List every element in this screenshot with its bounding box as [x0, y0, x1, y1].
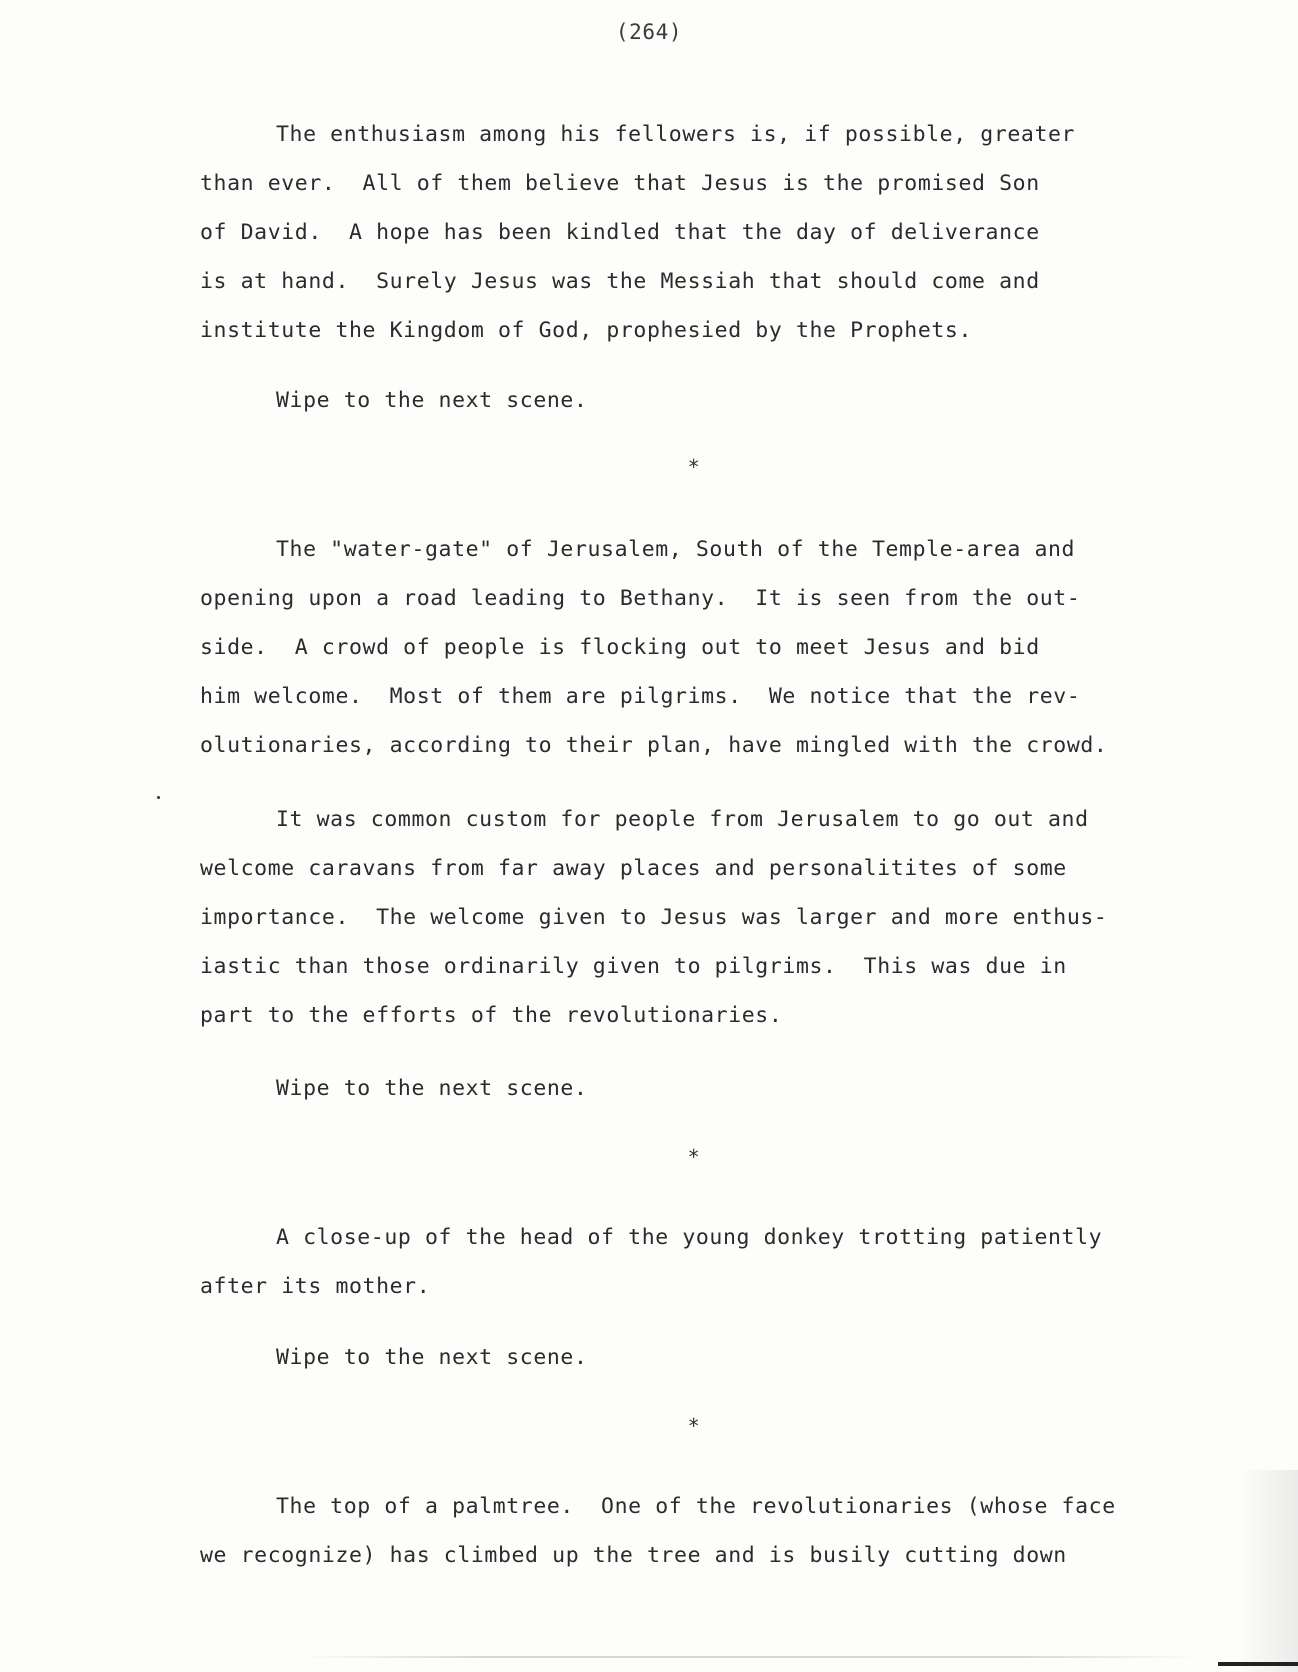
scan-corner-mark [1218, 1662, 1298, 1666]
page-number: (264) [615, 20, 683, 44]
scene-separator-3: * [687, 1414, 701, 1438]
paragraph-4 [200, 1213, 1240, 1311]
paragraph-line: It was common custom for people from Jerusalem to go out and [276, 807, 1089, 832]
scan-bottom-edge [300, 1656, 1200, 1658]
paragraph-line: institute the Kingdom of God, prophesied by the Prophets. [200, 318, 973, 343]
paragraph-line: The enthusiasm among his fellowers is, if possible, greater [276, 122, 1076, 147]
paragraph-2 [200, 525, 1240, 770]
paragraph-line: iastic than those ordinarily given to pilgrims. This was due in [200, 954, 1067, 979]
paragraph-line: part to the efforts of the revolutionaries. [200, 1003, 783, 1028]
paragraph-line: The "water-gate" of Jerusalem, South of the Temple-area and [276, 537, 1076, 562]
paragraph-1 [200, 110, 1240, 355]
paragraph-line: we recognize) has climbed up the tree and is busily cutting down [200, 1543, 1067, 1568]
margin-mark [157, 796, 160, 799]
paragraph-line: is at hand. Surely Jesus was the Messiah that should come and [200, 269, 1040, 294]
paragraph-line: of David. A hope has been kindled that the day of deliverance [200, 220, 1040, 245]
wipe-direction-1: Wipe to the next scene. [276, 388, 588, 413]
paragraph-line: The top of a palmtree. One of the revolutionaries (whose face [276, 1494, 1116, 1519]
paragraph-5 [200, 1482, 1240, 1580]
scene-separator-2: * [687, 1145, 701, 1169]
paragraph-line: olutionaries, according to their plan, have mingled with the crowd. [200, 733, 1108, 758]
paragraph-line: A close-up of the head of the young donkey trotting patiently [276, 1225, 1103, 1250]
scene-separator-1: * [687, 455, 701, 479]
paragraph-line: side. A crowd of people is flocking out to meet Jesus and bid [200, 635, 1040, 660]
paragraph-3 [200, 795, 1240, 1040]
wipe-direction-2: Wipe to the next scene. [276, 1076, 588, 1101]
paragraph-line: than ever. All of them believe that Jesus is the promised Son [200, 171, 1040, 196]
paragraph-line: him welcome. Most of them are pilgrims. We notice that the rev- [200, 684, 1081, 709]
paragraph-line: importance. The welcome given to Jesus was larger and more enthus- [200, 905, 1108, 930]
paragraph-line: welcome caravans from far away places and personalitites of some [200, 856, 1067, 881]
paragraph-line: after its mother. [200, 1274, 431, 1299]
scan-edge-shadow [1238, 1470, 1298, 1672]
paragraph-line: opening upon a road leading to Bethany. It is seen from the out- [200, 586, 1081, 611]
wipe-direction-3: Wipe to the next scene. [276, 1345, 588, 1370]
